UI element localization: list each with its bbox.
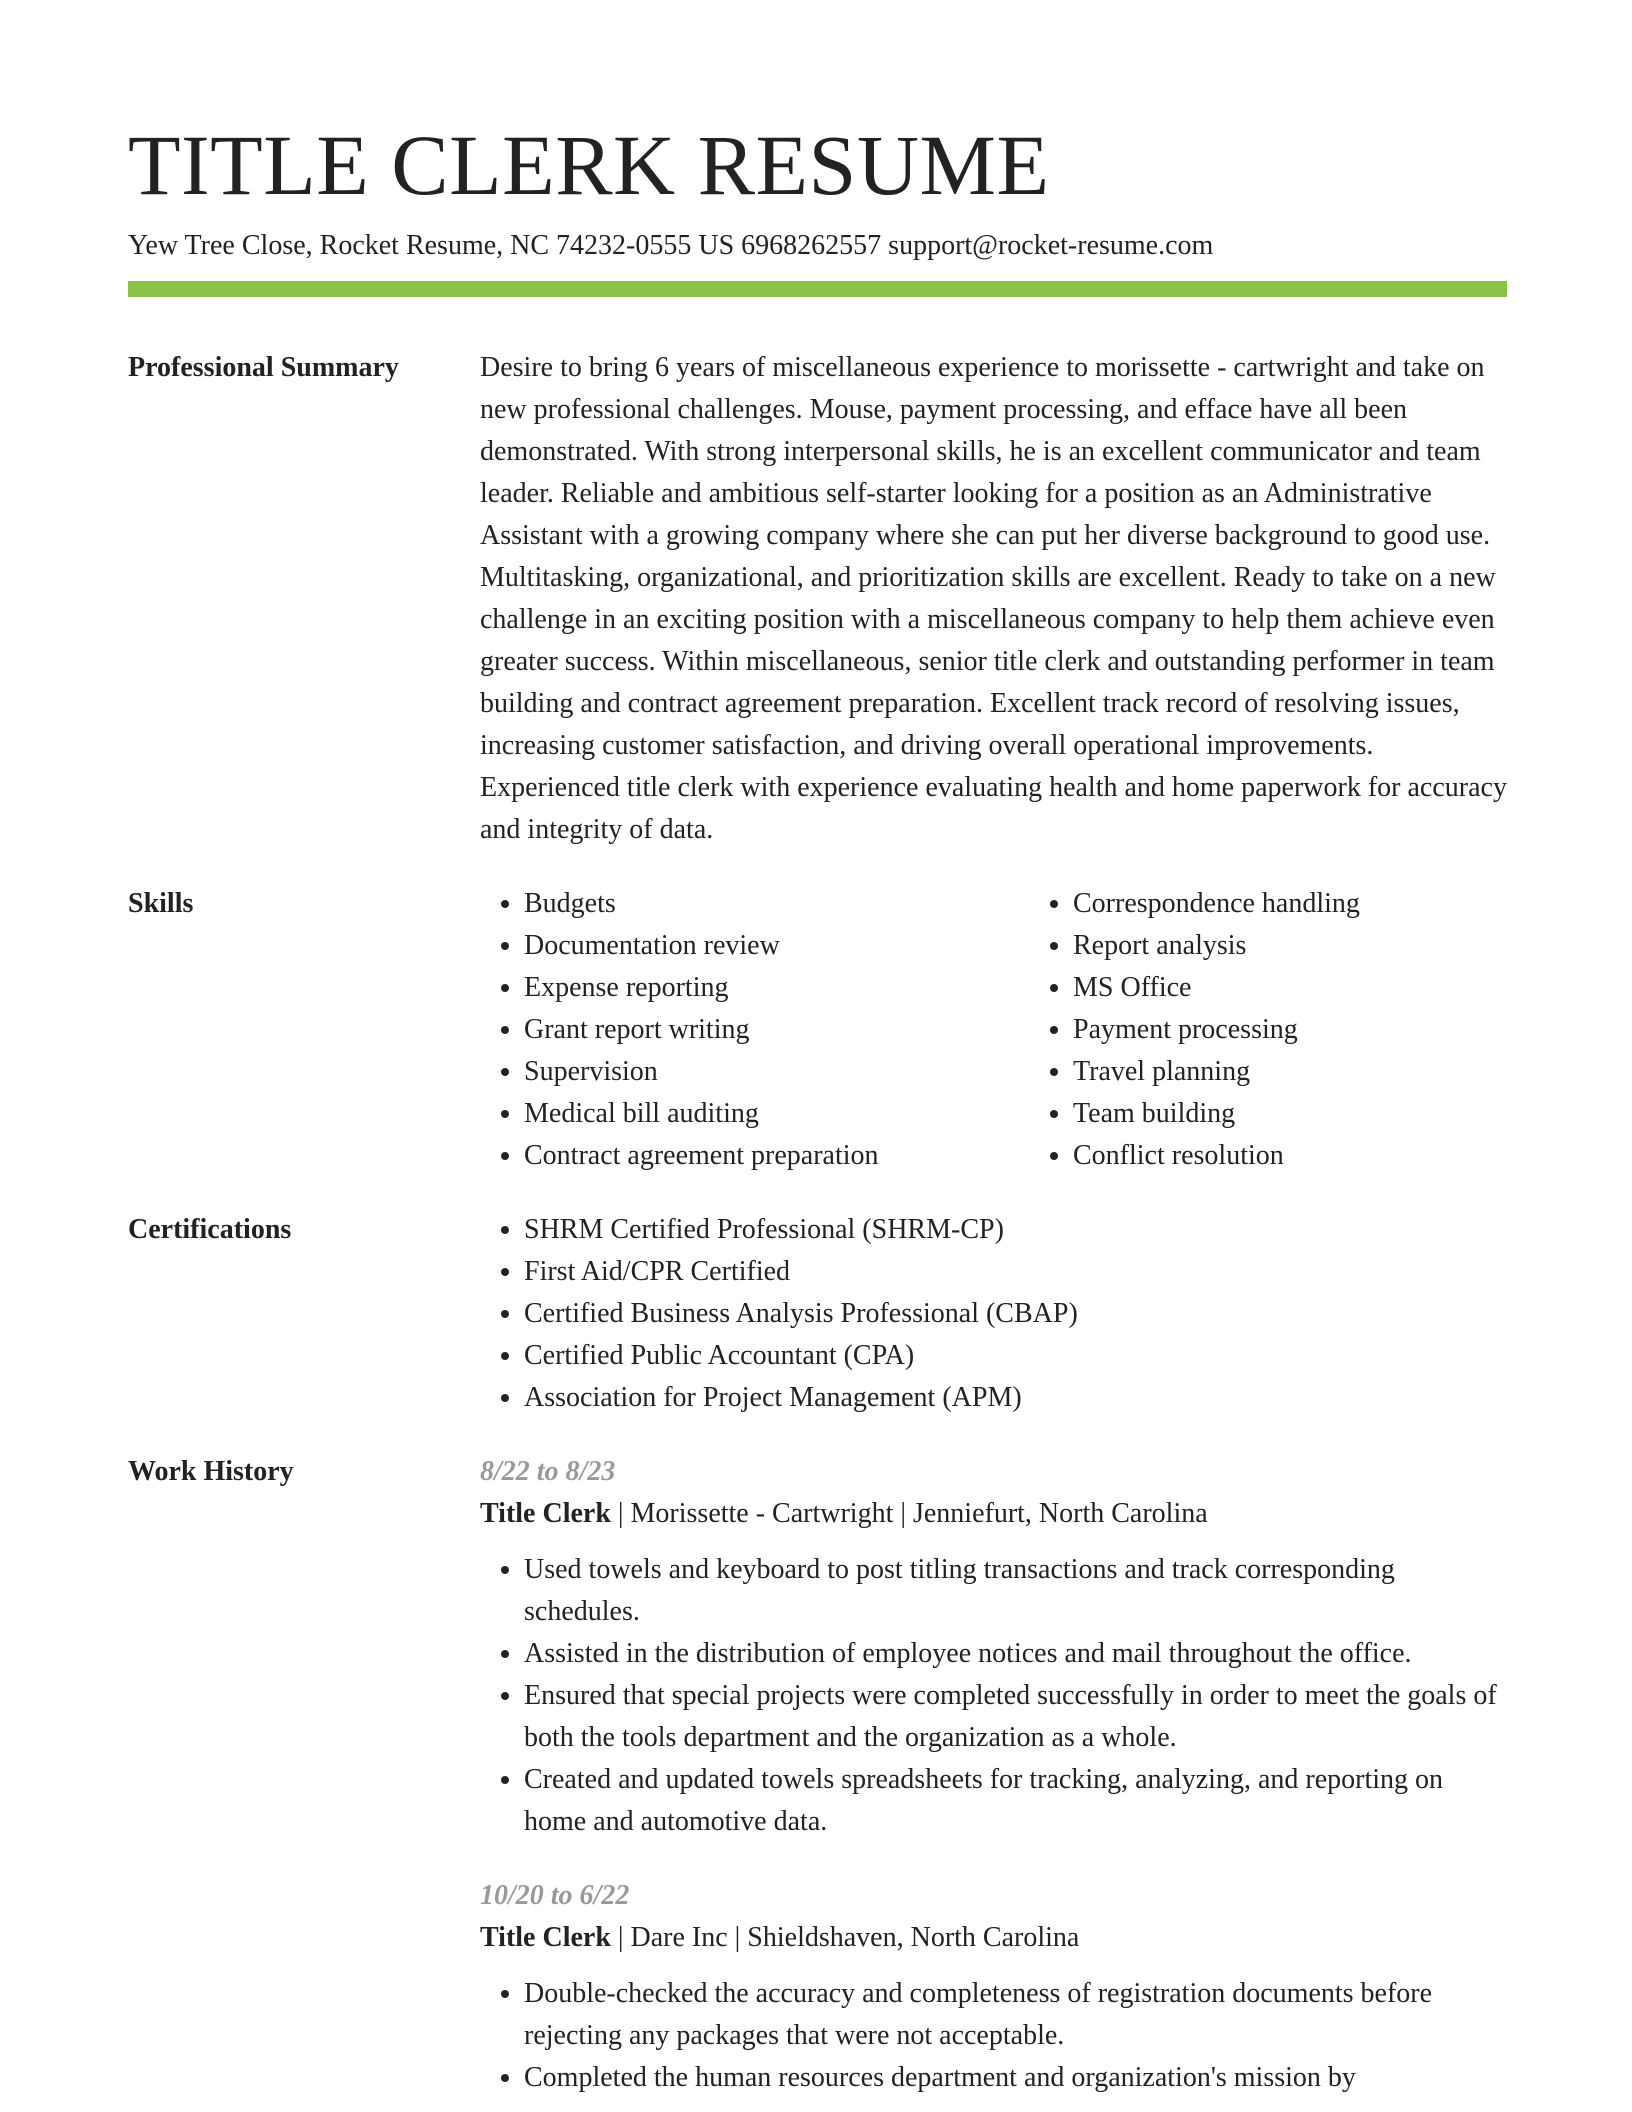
job-title: Title Clerk (480, 1497, 611, 1529)
contact-info: Yew Tree Close, Rocket Resume, NC 74232-0555 US 6968262557 support@rocket-resume.com (128, 230, 1214, 262)
skills-list-left (480, 883, 1029, 1177)
certification-item: • Certified Public Accountant (CPA) (524, 1335, 1507, 1377)
skill-item: • Team building (1073, 1093, 1360, 1135)
skill-item: • Expense reporting (524, 967, 1029, 1009)
skill-item: • Payment processing (1073, 1009, 1360, 1051)
job-bullet: • Created and updated towels spreadsheets for tracking, analyzing, and reporting on home and automotive data. (524, 1759, 1507, 1843)
skill-item: • Budgets (524, 883, 1029, 925)
skill-item: • Correspondence handling (1073, 883, 1360, 925)
skill-item: • MS Office (1073, 967, 1360, 1009)
certification-item: • Certified Business Analysis Professional (CBAP) (524, 1293, 1507, 1335)
job-dates: 8/22 to 8/23 (480, 1455, 616, 1487)
work-history-body (480, 1451, 1507, 2099)
job-bullet: • Completed the human resources department and organization's mission by (524, 2057, 1507, 2099)
job-heading (480, 1493, 1507, 1535)
skill-item: • Report analysis (1073, 925, 1360, 967)
skill-item: • Travel planning (1073, 1051, 1360, 1093)
summary-section (128, 347, 1507, 851)
skills-section (128, 883, 1507, 1177)
summary-label: Professional Summary (128, 351, 399, 383)
job-bullet: • Used towels and keyboard to post titling transactions and track corresponding schedules. (524, 1549, 1507, 1633)
certification-item: • First Aid/CPR Certified (524, 1251, 1507, 1293)
job-entry (480, 1451, 1507, 1843)
skill-item: • Documentation review (524, 925, 1029, 967)
job-bullet: • Assisted in the distribution of employee notices and mail throughout the office. (524, 1633, 1507, 1675)
job-details: | Morissette - Cartwright | Jenniefurt, North Carolina (610, 1497, 1208, 1529)
job-bullets (480, 1973, 1507, 2099)
job-heading (480, 1917, 1507, 1959)
skill-item: • Medical bill auditing (524, 1093, 1029, 1135)
certifications-section (128, 1209, 1507, 1419)
resume-title: TITLE CLERK RESUME (128, 117, 1050, 213)
job-bullet: • Double-checked the accuracy and completeness of registration documents before rejecting any packages that were not acceptable. (524, 1973, 1507, 2057)
job-entry (480, 1875, 1507, 2099)
skills-label: Skills (128, 887, 194, 919)
skill-item: • Supervision (524, 1051, 1029, 1093)
job-details: | Dare Inc | Shieldshaven, North Carolina (610, 1921, 1080, 1953)
certification-item: • SHRM Certified Professional (SHRM-CP) (524, 1209, 1507, 1251)
job-dates: 10/20 to 6/22 (480, 1879, 630, 1911)
accent-divider (128, 281, 1507, 297)
work-history-section (128, 1451, 1507, 2099)
summary-text: Desire to bring 6 years of miscellaneous experience to morissette - cartwright and take on new professional challenges. Mouse, payment processing, and efface have all been demonstrated. With strong interpersonal skills, he is an excellent communicator and team leader. Reliable and ambitious self-starter looking for a position as an Administrative Assistant with a growing company where she can put her diverse background to good use. Multitasking, organizational, and prioritization skills are excellent. Ready to take on a new challenge in an exciting position with a miscellaneous company to help them achieve even greater success. Within miscellaneous, senior title clerk and outstanding performer in team building and contract agreement preparation. Excellent track record of resolving issues, increasing customer satisfaction, and driving overall operational improvements. Experienced title clerk with experience evaluating health and home paperwork for accuracy and integrity of data. (480, 351, 1507, 845)
certifications-label: Certifications (128, 1213, 292, 1245)
resume-page (128, 0, 1507, 2099)
job-bullets (480, 1549, 1507, 1843)
job-bullet: • Ensured that special projects were completed successfully in order to meet the goals of both the tools department and the organization as a whole. (524, 1675, 1507, 1759)
skill-item: • Conflict resolution (1073, 1135, 1360, 1177)
certifications-body (480, 1209, 1507, 1419)
certification-item: • Association for Project Management (APM) (524, 1377, 1507, 1419)
work-history-label: Work History (128, 1455, 294, 1487)
job-title: Title Clerk (480, 1921, 611, 1953)
skill-item: • Contract agreement preparation (524, 1135, 1029, 1177)
skills-list-right (1029, 883, 1360, 1177)
skills-columns (480, 883, 1507, 1177)
certifications-list (480, 1209, 1507, 1419)
skill-item: • Grant report writing (524, 1009, 1029, 1051)
